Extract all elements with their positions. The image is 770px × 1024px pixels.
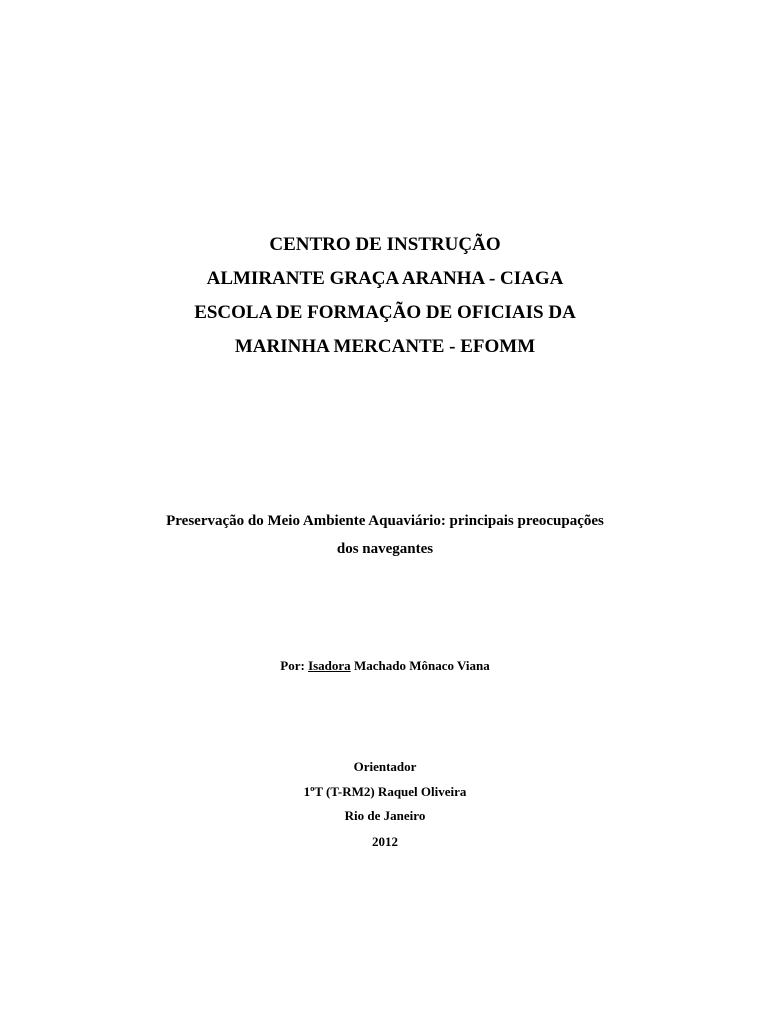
author-rest-name: Machado Mônaco Viana: [353, 658, 490, 673]
author-first-name: Isadora: [308, 658, 351, 673]
year: 2012: [372, 834, 398, 849]
author-line: [0, 658, 770, 674]
advisor-label: Orientador: [353, 759, 417, 774]
place: Rio de Janeiro: [344, 808, 426, 823]
institution-line-4: MARINHA MERCANTE - EFOMM: [234, 336, 536, 357]
thesis-title-line-1: Preservação do Meio Ambiente Aquaviário: principais preocupações: [166, 513, 604, 529]
author-prefix: Por:: [280, 658, 305, 673]
institution-line-1: CENTRO DE INSTRUÇÃO: [269, 234, 501, 255]
advisor-name: 1ºT (T-RM2) Raquel Oliveira: [303, 784, 467, 799]
institution-line-2: ALMIRANTE GRAÇA ARANHA - CIAGA: [206, 268, 564, 289]
institution-line-3: ESCOLA DE FORMAÇÃO DE OFICIAIS DA: [194, 302, 576, 323]
thesis-title-line-2: dos navegantes: [336, 541, 434, 557]
